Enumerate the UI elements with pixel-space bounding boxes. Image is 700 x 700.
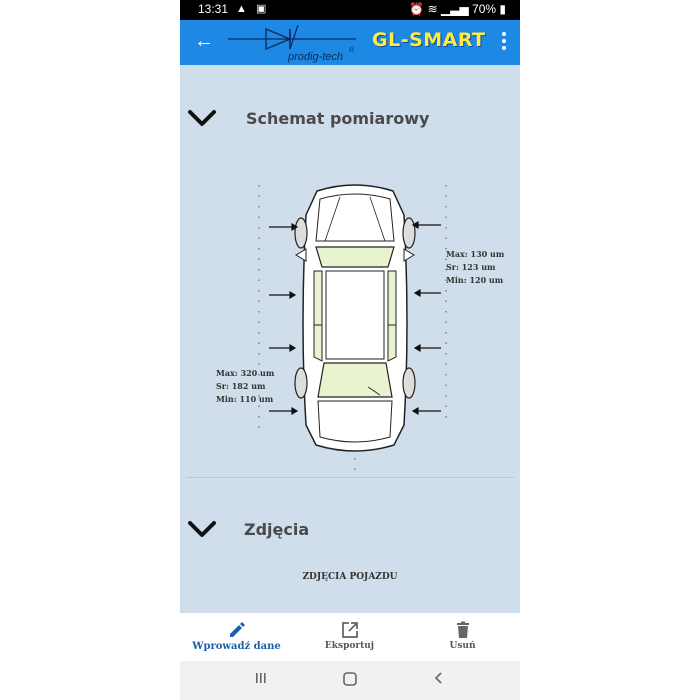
- pencil-icon: [228, 621, 246, 639]
- windshield: [316, 247, 394, 267]
- right-max: Max: 130 um: [446, 249, 505, 259]
- chevron-down-icon: [186, 106, 218, 130]
- left-mirror: [296, 249, 306, 261]
- right-min: Min: 120 um: [446, 275, 504, 285]
- brand-title: GL-SMART: [372, 29, 486, 51]
- section-title-schema: Schemat pomiarowy: [246, 109, 430, 128]
- nav-label-export: Eksportuj: [324, 641, 375, 651]
- nav-label-delete: Usuń: [449, 641, 476, 651]
- nav-export[interactable]: [293, 613, 406, 661]
- phone-screen: [180, 0, 520, 700]
- right-avg: Sr: 123 um: [446, 262, 496, 272]
- system-navigation-bar: [180, 661, 520, 700]
- left-max: Max: 320 um: [216, 368, 275, 378]
- home-icon[interactable]: [335, 671, 365, 691]
- nav-enter-data[interactable]: [180, 613, 293, 661]
- recent-apps-icon[interactable]: [246, 671, 276, 691]
- battery-percent: 70%: [472, 2, 497, 16]
- trash-icon: [454, 621, 472, 639]
- back-nav-icon[interactable]: [424, 671, 454, 691]
- alarm-icon: ⏰: [409, 2, 425, 16]
- status-right: [409, 2, 506, 16]
- rear-window: [318, 363, 392, 397]
- battery-icon: ▮: [499, 2, 506, 16]
- vehicle-photos-button[interactable]: ZDJĘCIA POJAZDU: [302, 572, 398, 582]
- prodig-tech-logo: [226, 23, 366, 63]
- section-divider: [186, 477, 514, 478]
- section-header-schema[interactable]: [180, 106, 520, 140]
- more-vert-icon[interactable]: [502, 32, 506, 52]
- left-side-stats: [216, 367, 274, 406]
- nav-label-enter-data: Wprowadź dane: [192, 641, 281, 652]
- right-mirror: [404, 249, 414, 261]
- right-windows: [388, 271, 396, 361]
- status-time: 13:31: [198, 2, 229, 16]
- content-area[interactable]: [180, 65, 520, 613]
- chevron-down-icon: [186, 517, 218, 541]
- bottom-navigation: [180, 613, 520, 661]
- wifi-icon: ≋: [427, 2, 438, 16]
- signal-icon: ▁▃▅: [440, 2, 469, 16]
- logo-registered-mark: ®: [349, 47, 355, 54]
- back-arrow-icon[interactable]: ←: [194, 30, 214, 52]
- app-bar: [180, 20, 520, 65]
- status-bar: [180, 0, 520, 20]
- trunk: [318, 401, 392, 442]
- export-icon: [341, 621, 359, 639]
- logo-text: prodig-tech: [288, 51, 344, 63]
- nav-delete[interactable]: [406, 613, 519, 661]
- section-header-photos[interactable]: [180, 517, 520, 551]
- right-arrows: [413, 222, 441, 414]
- notification-icons: ▲ ▣: [236, 3, 270, 15]
- section-title-photos: Zdjęcia: [244, 520, 310, 539]
- car-measurement-diagram: [180, 175, 520, 475]
- left-min: Min: 110 um: [216, 394, 274, 404]
- left-windows: [314, 271, 322, 361]
- left-avg: Sr: 182 um: [216, 381, 266, 391]
- roof: [326, 271, 384, 359]
- right-side-stats: [446, 248, 504, 287]
